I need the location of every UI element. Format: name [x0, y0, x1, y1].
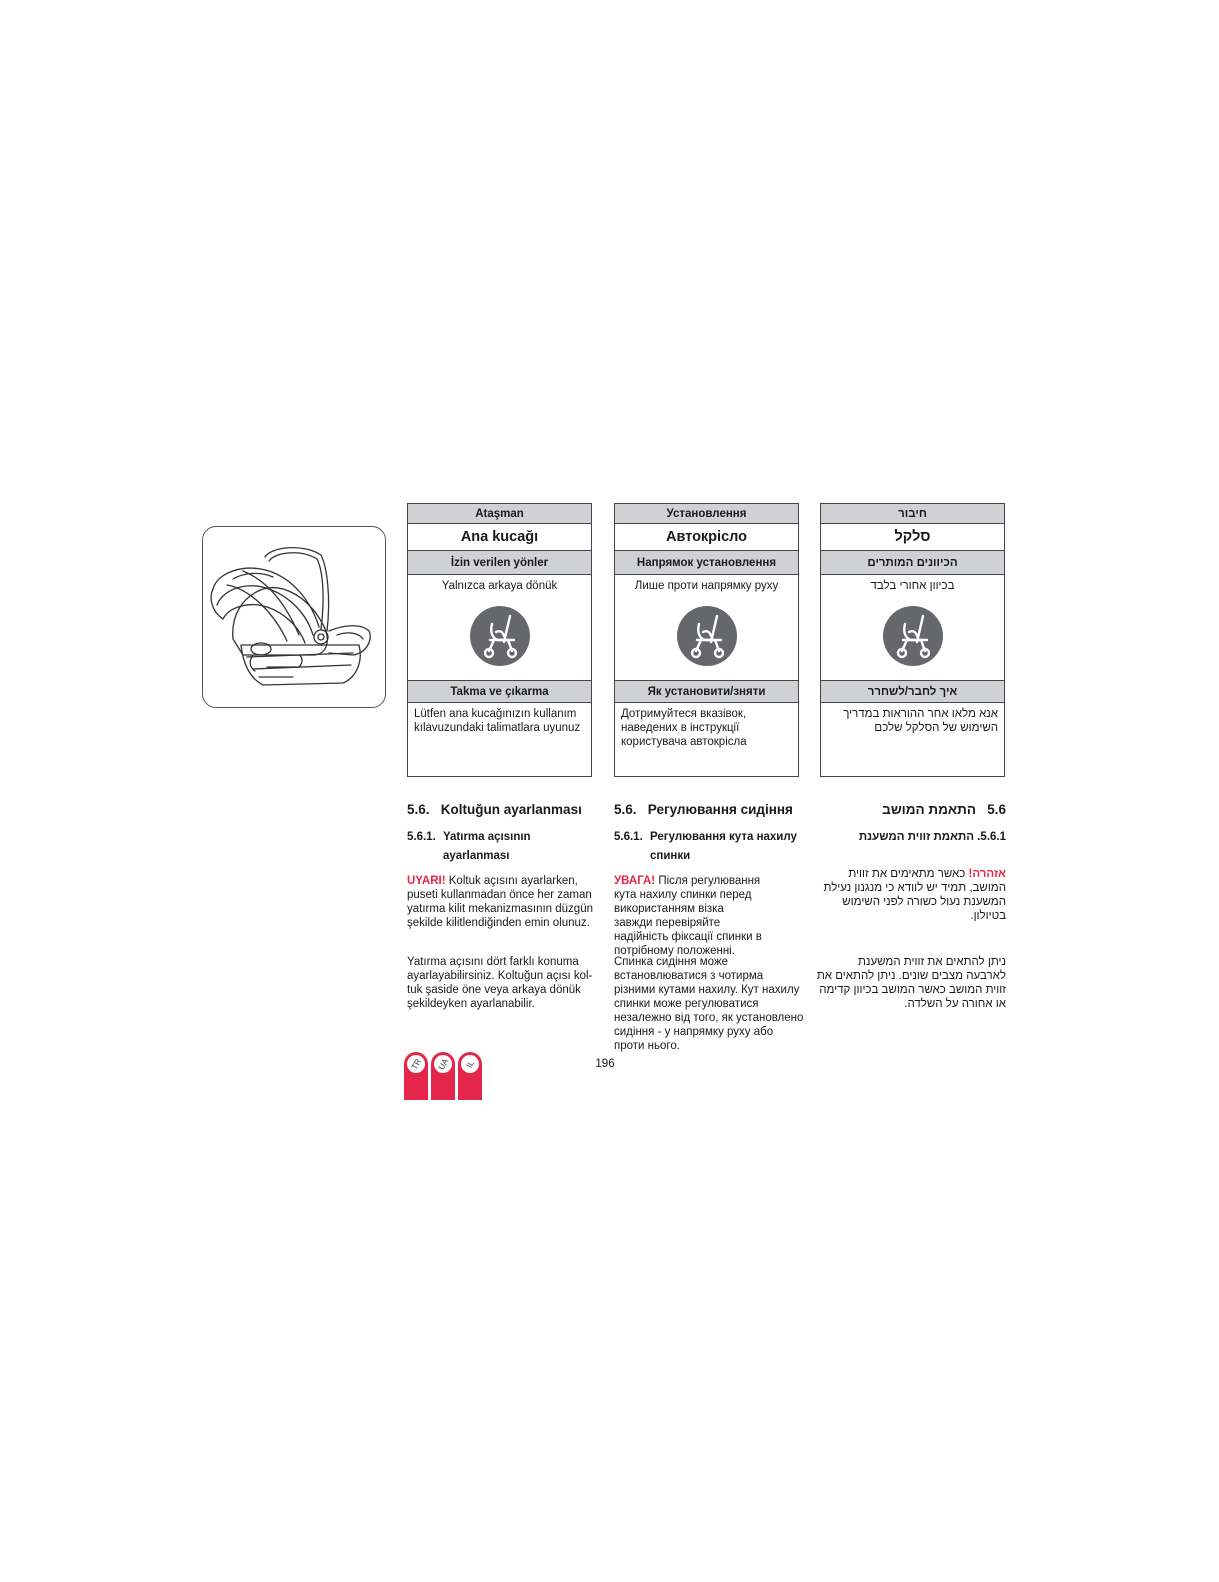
install-header: Takma ve çıkarma — [408, 681, 591, 703]
warning-paragraph — [407, 874, 597, 930]
subsection-title — [614, 828, 804, 866]
subsection-line1: התאמת זווית המשענת — [858, 831, 975, 843]
section-number: 5.6 — [987, 802, 1006, 817]
car-seat-illustration — [202, 526, 386, 708]
warning-label: אזהרה! — [968, 868, 1006, 880]
section-title-text: התאמת המושב — [882, 802, 976, 817]
directions-text: Yalnızca arkaya dönük — [441, 580, 558, 592]
rear-facing-stroller-icon — [470, 606, 530, 666]
warning-text: Koltuk açısını ayarlarken, puseti kullanmadan önce her zaman yatırma kilit mekanizmasının düzgün şekilde kilitlendiğinden emin olunuz. — [407, 875, 593, 929]
table-header: Ataşman — [408, 504, 591, 524]
subsection-line1: Регулювання кута нахилу — [650, 831, 797, 843]
directions-cell — [408, 575, 591, 681]
table-title: סלקל — [821, 524, 1004, 551]
section-title — [614, 802, 804, 820]
section-seat-adjust-il — [816, 802, 1006, 923]
table-title: Ana kucağı — [408, 524, 591, 551]
recline-paragraph-il: ניתן להתאים את זווית המשענת לארבעה מצבים שונים. ניתן להתאים את זווית המושב כאשר המושב בכיוון קדימה או אחורה על השלדה. — [816, 956, 1006, 1010]
recline-paragraph-tr: Yatırma açısını dört farklı konuma ayarlayabilirsiniz. Koltuğun açısı kol-tuk şaside öne veya arkaya dönük şekildeyken ayarlanabilir. — [407, 956, 593, 1010]
warning-text: Після регулювання кута нахилу спинки перед використанням візка завжди перевіряйте надійність фіксації спинки в потрібному положенні. — [614, 875, 762, 957]
subsection-title — [407, 828, 597, 866]
language-tabs — [404, 1050, 484, 1100]
rear-facing-stroller-icon — [883, 606, 943, 666]
attachment-table-il — [820, 503, 1005, 777]
language-tab-tr-label: TR — [409, 1057, 423, 1072]
warning-text: כאשר מתאימים את זווית המושב, תמיד יש לוודא כי מנגנון נעילת המשענת נעול כשורה לפני השימוש בטיולון. — [823, 868, 1006, 922]
directions-cell — [821, 575, 1004, 681]
section-number: 5.6. — [614, 802, 637, 817]
warning-label: УВАГА! — [614, 875, 656, 887]
install-text: אנא מלאו אחר ההוראות במדריך השימוש של הסלקל שלכם — [843, 708, 998, 734]
directions-header: Напрямок установлення — [615, 551, 798, 575]
table-header: חיבור — [821, 504, 1004, 524]
section-title — [816, 802, 1006, 820]
section-seat-adjust-ua — [614, 802, 804, 958]
language-tab-ua-label: UA — [436, 1057, 451, 1072]
install-header: Як установити/зняти — [615, 681, 798, 703]
section-number: 5.6. — [407, 802, 430, 817]
language-tab-il-label: IL — [464, 1059, 476, 1070]
directions-text: בכיוון אחורי בלבד — [870, 580, 955, 592]
rear-facing-stroller-icon — [677, 606, 737, 666]
subsection-line2: ayarlanması — [443, 850, 510, 862]
section-title — [407, 802, 597, 820]
subsection-title — [816, 828, 1006, 847]
subsection-number: 5.6.1. — [977, 831, 1006, 843]
page-number: 196 — [595, 1058, 615, 1070]
install-text: Дотримуйтеся вказівок, наведених в інструкції користувача автокрісла — [621, 708, 747, 748]
language-tab-ua — [431, 1052, 455, 1100]
warning-label: UYARI! — [407, 875, 446, 887]
directions-header: İzin verilen yönler — [408, 551, 591, 575]
language-tab-tr — [404, 1052, 428, 1100]
section-title-text: Регулювання сидіння — [647, 802, 793, 817]
section-title-text: Koltuğun ayarlanması — [440, 802, 582, 817]
subsection-number: 5.6.1. — [614, 831, 643, 843]
section-seat-adjust-tr — [407, 802, 597, 930]
attachment-table-tr — [407, 503, 592, 777]
language-tab-il — [458, 1052, 482, 1100]
directions-cell — [615, 575, 798, 681]
warning-paragraph — [816, 867, 1006, 923]
install-text: Lütfen ana kucağınızın kullanım kılavuzundaki talimatlara uyunuz — [414, 708, 581, 734]
infant-car-seat-icon — [203, 527, 387, 709]
table-title: Автокрісло — [615, 524, 798, 551]
subsection-line2: спинки — [650, 850, 691, 862]
warning-paragraph — [614, 874, 764, 958]
install-header: איך לחבר/לשחרר — [821, 681, 1004, 703]
subsection-line1: Yatırma açısının — [443, 831, 531, 843]
recline-paragraph-ua: Спинка сидіння може встановлюватися з чотирма різними кутами нахилу. Кут нахилу спинки може регулюватися незалежно від того, як установлено сидіння - у напрямку руху або проти нього. — [614, 956, 804, 1052]
table-header: Установлення — [615, 504, 798, 524]
attachment-table-ua — [614, 503, 799, 777]
directions-text: Лише проти напрямку руху — [634, 580, 779, 592]
directions-header: הכיוונים המותרים — [821, 551, 1004, 575]
subsection-number: 5.6.1. — [407, 831, 436, 843]
